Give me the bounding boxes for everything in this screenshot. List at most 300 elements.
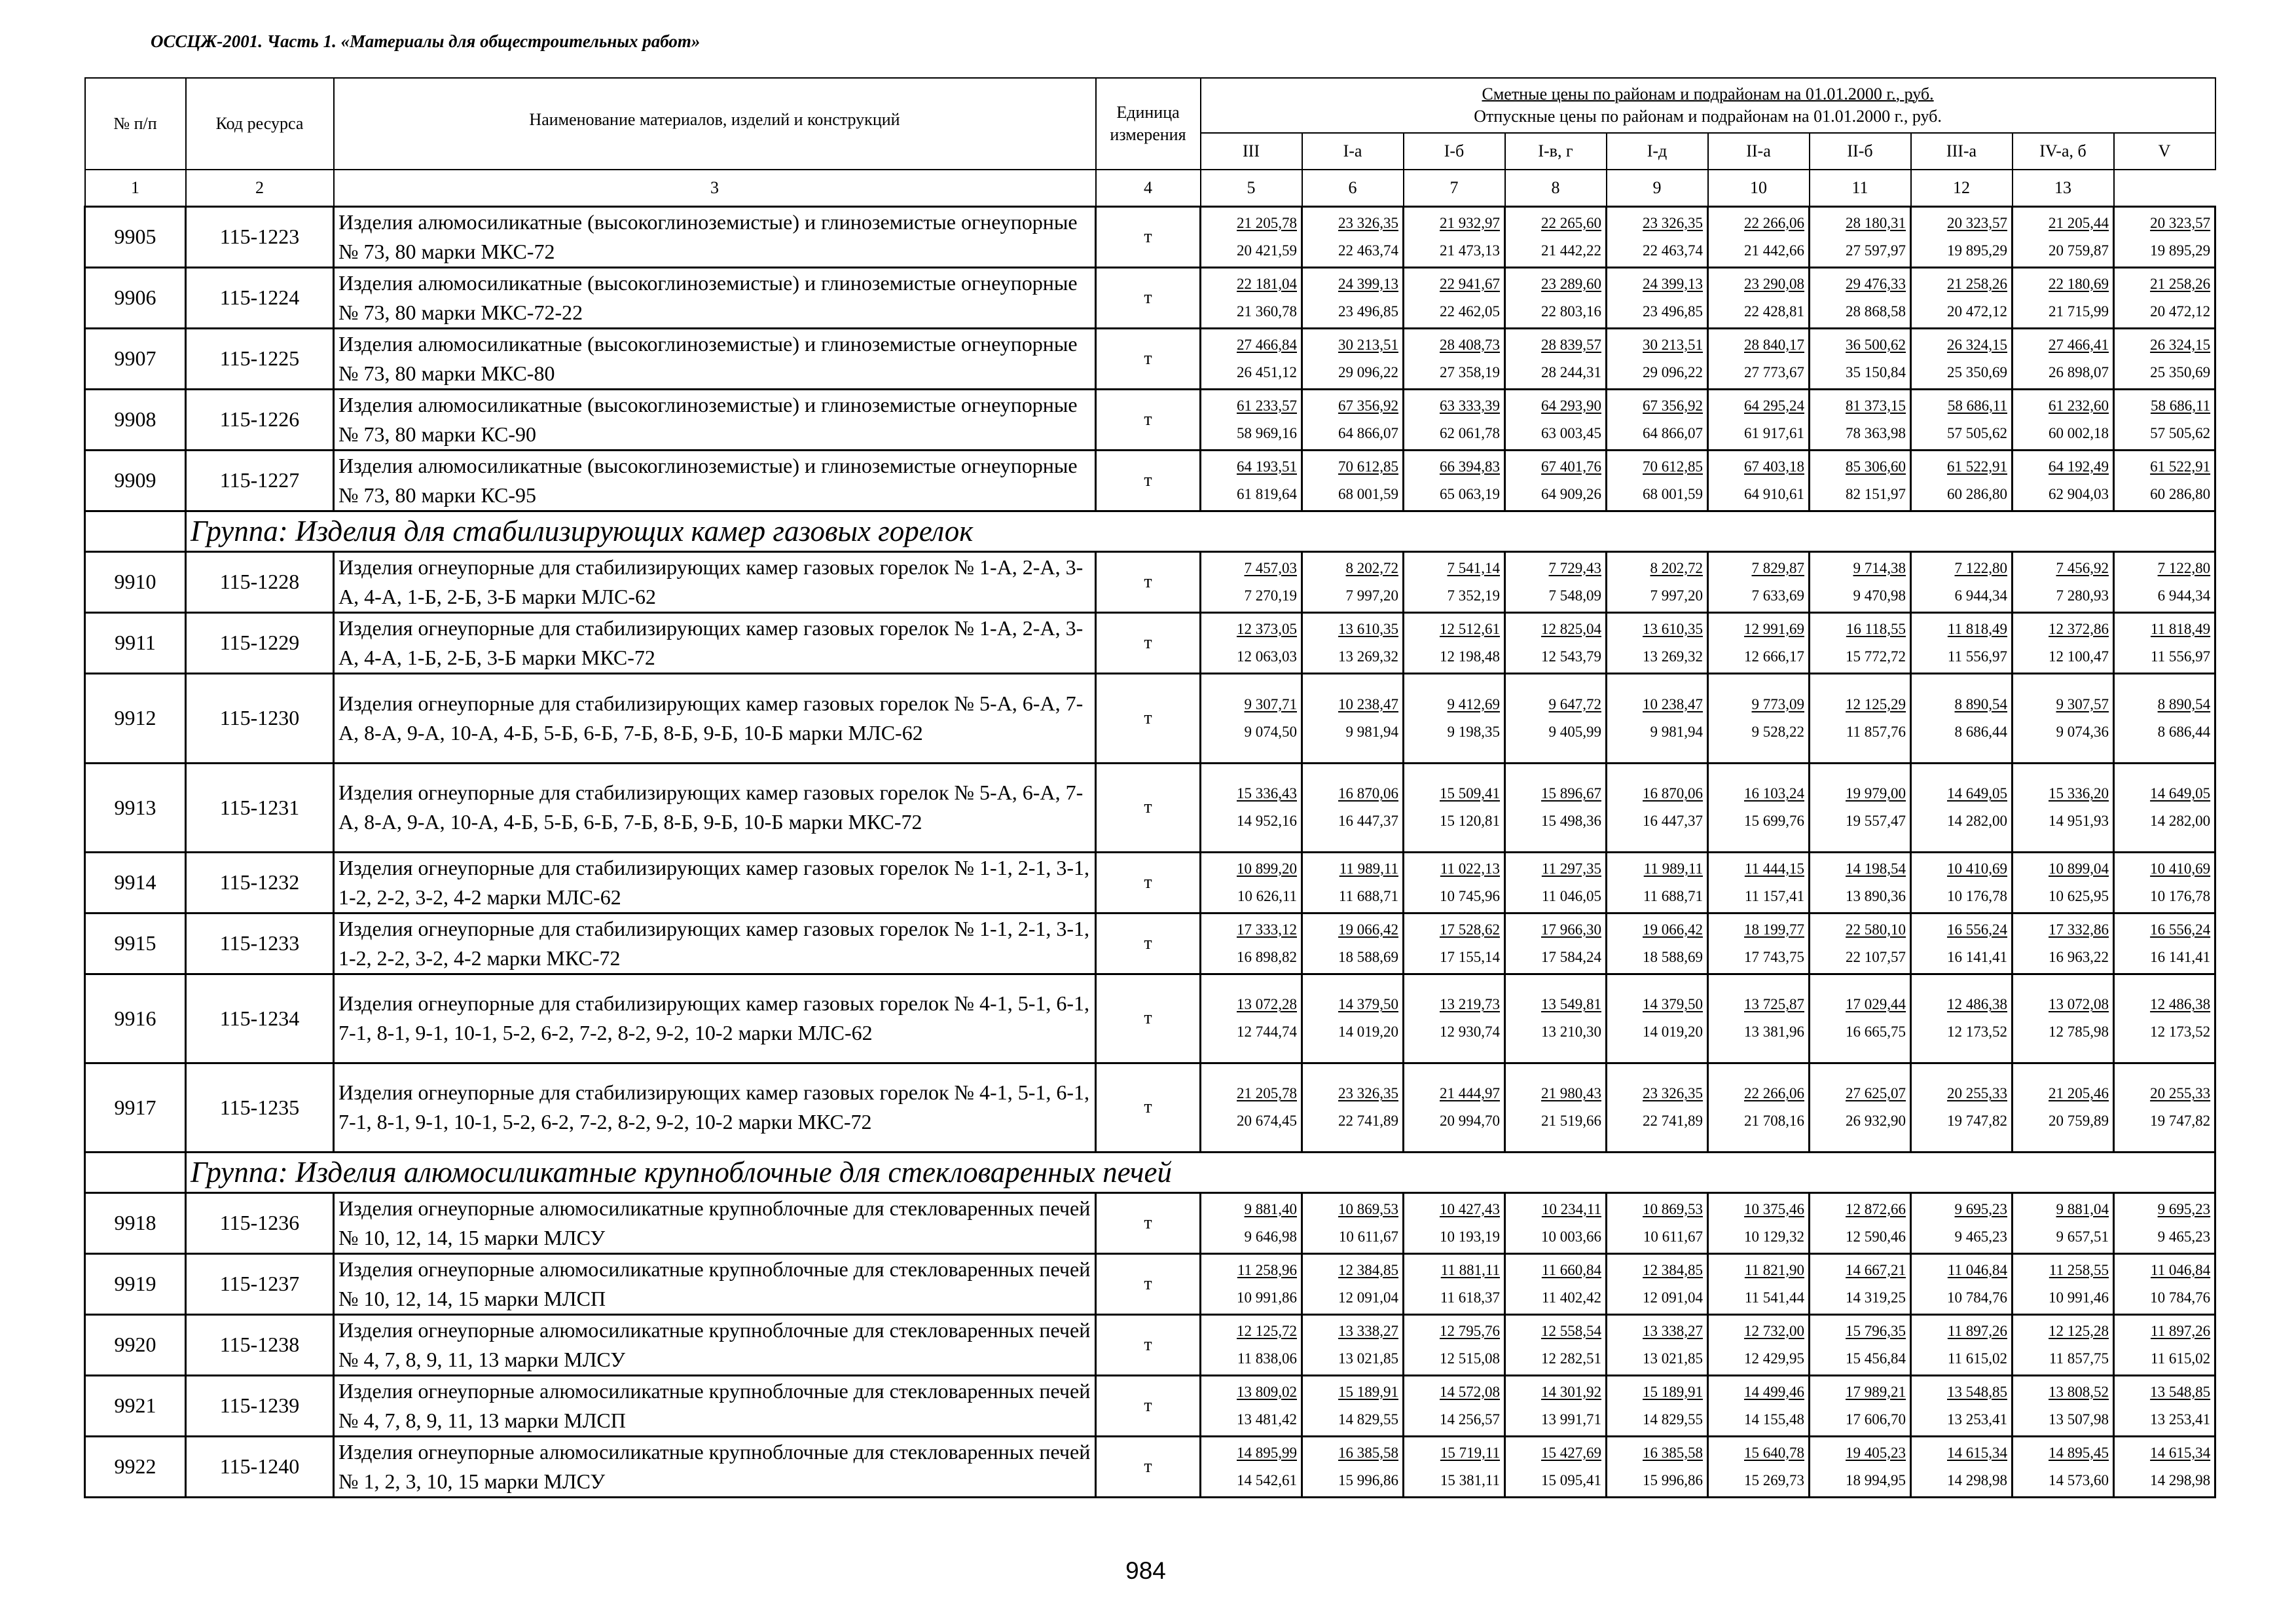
release-price: 19 747,82 xyxy=(1947,1113,2007,1129)
estimated-price: 67 356,92 xyxy=(1643,397,1703,414)
price-cell xyxy=(1201,974,1302,1063)
unit-cell: т xyxy=(1096,450,1201,511)
price-cell xyxy=(1201,1192,1302,1253)
release-price: 10 991,46 xyxy=(2049,1289,2109,1306)
estimated-price: 12 384,85 xyxy=(1338,1261,1398,1278)
price-cell xyxy=(1505,1375,1607,1436)
price-cell xyxy=(2013,913,2114,974)
price-cell xyxy=(1201,1375,1302,1436)
price-cell xyxy=(1505,328,1607,389)
estimated-price: 10 238,47 xyxy=(1338,695,1398,712)
estimated-price: 9 714,38 xyxy=(1853,559,1906,576)
release-price: 21 442,66 xyxy=(1744,242,1804,259)
row-number: 9905 xyxy=(85,206,186,267)
price-cell xyxy=(2114,1192,2215,1253)
release-price: 16 141,41 xyxy=(2150,948,2211,965)
release-price: 9 657,51 xyxy=(2056,1228,2109,1245)
estimated-price: 14 895,45 xyxy=(2049,1444,2109,1461)
release-price: 6 944,34 xyxy=(2157,587,2211,604)
estimated-price: 10 869,53 xyxy=(1338,1200,1398,1217)
release-price: 22 463,74 xyxy=(1338,242,1398,259)
unit-cell: т xyxy=(1096,1375,1201,1436)
estimated-price: 12 486,38 xyxy=(1947,996,2007,1012)
estimated-price: 19 066,42 xyxy=(1338,921,1398,938)
release-price: 21 715,99 xyxy=(2049,303,2109,320)
price-cell xyxy=(1607,1253,1708,1314)
region-header: I-а xyxy=(1302,133,1404,170)
release-price: 11 618,37 xyxy=(1440,1289,1500,1306)
estimated-price: 16 103,24 xyxy=(1744,785,1804,802)
estimated-price: 9 695,23 xyxy=(1954,1200,2007,1217)
price-cell xyxy=(1404,1436,1505,1497)
price-cell xyxy=(1708,1192,1810,1253)
table-row xyxy=(85,673,2215,763)
release-price: 10 991,86 xyxy=(1237,1289,1297,1306)
release-price: 12 100,47 xyxy=(2049,648,2109,665)
resource-code: 115-1232 xyxy=(186,852,334,913)
release-price: 63 003,45 xyxy=(1541,424,1601,441)
unit-cell: т xyxy=(1096,1253,1201,1314)
estimated-price: 9 307,57 xyxy=(2056,695,2109,712)
release-price: 21 708,16 xyxy=(1744,1113,1804,1129)
estimated-price: 13 725,87 xyxy=(1744,996,1804,1012)
release-price: 23 496,85 xyxy=(1338,303,1398,320)
price-cell xyxy=(2013,612,2114,673)
price-cell xyxy=(2114,206,2215,267)
region-header: III xyxy=(1201,133,1302,170)
release-price: 12 744,74 xyxy=(1237,1024,1297,1040)
price-cell xyxy=(1708,1253,1810,1314)
release-price: 9 646,98 xyxy=(1244,1228,1297,1245)
resource-code: 115-1237 xyxy=(186,1253,334,1314)
price-cell xyxy=(1810,1314,1911,1375)
price-cell xyxy=(2013,852,2114,913)
estimated-price: 70 612,85 xyxy=(1338,458,1398,475)
unit-cell: т xyxy=(1096,763,1201,852)
price-cell xyxy=(1708,974,1810,1063)
price-cell xyxy=(1505,763,1607,852)
row-number: 9921 xyxy=(85,1375,186,1436)
price-cell xyxy=(1810,328,1911,389)
price-cell xyxy=(1302,206,1404,267)
price-cell xyxy=(1810,1192,1911,1253)
release-price: 12 198,48 xyxy=(1440,648,1500,665)
release-price: 12 091,04 xyxy=(1338,1289,1398,1306)
table-row xyxy=(85,612,2215,673)
price-cell xyxy=(1302,389,1404,450)
header-prices xyxy=(1201,78,2215,133)
release-price: 15 498,36 xyxy=(1541,813,1601,829)
table-row xyxy=(85,206,2215,267)
release-price: 29 096,22 xyxy=(1338,363,1398,380)
price-cell xyxy=(1505,267,1607,328)
price-cell xyxy=(1708,450,1810,511)
estimated-price: 11 818,49 xyxy=(1947,620,2007,637)
material-name: Изделия огнеупорные для стабилизирующих камер газовых горелок № 5-А, 6-А, 7-А, 8-А, 9-А, 10-А, 4-Б, 5-Б, 6-Б, 7-Б, 8-Б, 9-Б, 10-Б марки МКС-72 xyxy=(334,763,1096,852)
price-cell xyxy=(1911,1063,2013,1152)
release-price: 10 626,11 xyxy=(1237,887,1297,904)
release-price: 15 996,86 xyxy=(1338,1471,1398,1488)
price-cell xyxy=(1404,551,1505,612)
price-cell xyxy=(1708,1063,1810,1152)
release-price: 9 074,36 xyxy=(2056,723,2109,740)
estimated-price: 12 372,86 xyxy=(2049,620,2109,637)
release-price: 14 951,93 xyxy=(2049,813,2109,829)
row-number: 9911 xyxy=(85,612,186,673)
price-cell xyxy=(1810,267,1911,328)
page-number: 984 xyxy=(1125,1557,1166,1584)
unit-cell: т xyxy=(1096,1063,1201,1152)
price-cell xyxy=(1404,974,1505,1063)
estimated-price: 14 379,50 xyxy=(1338,996,1398,1012)
release-price: 60 286,80 xyxy=(1947,485,2007,502)
estimated-price: 15 719,11 xyxy=(1440,1444,1500,1461)
price-cell xyxy=(1708,1375,1810,1436)
estimated-price: 14 499,46 xyxy=(1744,1383,1804,1400)
estimated-price: 11 022,13 xyxy=(1440,860,1500,877)
price-cell xyxy=(1708,1314,1810,1375)
unit-cell: т xyxy=(1096,206,1201,267)
estimated-price: 7 122,80 xyxy=(1954,559,2007,576)
price-cell xyxy=(1607,1063,1708,1152)
release-price: 19 895,29 xyxy=(2150,242,2211,259)
estimated-price: 22 266,06 xyxy=(1744,1085,1804,1101)
estimated-price: 12 558,54 xyxy=(1541,1322,1601,1339)
price-cell xyxy=(1810,763,1911,852)
estimated-price: 13 548,85 xyxy=(1947,1383,2007,1400)
price-cell xyxy=(1607,852,1708,913)
estimated-price: 14 615,34 xyxy=(2150,1444,2211,1461)
column-number: 3 xyxy=(334,170,1096,206)
release-price: 11 157,41 xyxy=(1744,887,1804,904)
price-cell xyxy=(1911,450,2013,511)
release-price: 22 741,89 xyxy=(1643,1113,1703,1129)
price-cell xyxy=(1607,612,1708,673)
price-cell xyxy=(1708,206,1810,267)
release-price: 15 456,84 xyxy=(1846,1350,1906,1367)
table-row xyxy=(85,1375,2215,1436)
estimated-price: 13 808,52 xyxy=(2049,1383,2109,1400)
release-price: 27 358,19 xyxy=(1440,363,1500,380)
estimated-price: 26 324,15 xyxy=(1947,336,2007,353)
release-price: 18 588,69 xyxy=(1643,948,1703,965)
release-price: 14 573,60 xyxy=(2049,1471,2109,1488)
release-price: 13 991,71 xyxy=(1541,1411,1601,1428)
price-cell xyxy=(2114,267,2215,328)
release-price: 12 091,04 xyxy=(1643,1289,1703,1306)
resource-code: 115-1230 xyxy=(186,673,334,763)
release-price: 22 803,16 xyxy=(1541,303,1601,320)
estimated-price: 16 870,06 xyxy=(1643,785,1703,802)
material-name: Изделия алюмосиликатные (высокоглиноземистые) и глиноземистые огнеупорные № 73, 80 марки МКС-72-22 xyxy=(334,267,1096,328)
estimated-price: 21 205,44 xyxy=(2049,214,2109,231)
release-price: 60 002,18 xyxy=(2049,424,2109,441)
unit-cell: т xyxy=(1096,1192,1201,1253)
estimated-price: 9 695,23 xyxy=(2157,1200,2211,1217)
estimated-price: 15 896,67 xyxy=(1541,785,1601,802)
price-cell xyxy=(1911,389,2013,450)
estimated-price: 20 323,57 xyxy=(2150,214,2211,231)
release-price: 62 904,03 xyxy=(2049,485,2109,502)
estimated-price: 8 202,72 xyxy=(1345,559,1398,576)
release-price: 12 063,03 xyxy=(1237,648,1297,665)
release-price: 22 462,05 xyxy=(1440,303,1500,320)
price-table xyxy=(84,77,2216,1498)
price-cell xyxy=(1201,1253,1302,1314)
release-price: 10 193,19 xyxy=(1440,1228,1500,1245)
material-name: Изделия огнеупорные алюмосиликатные крупноблочные для стекловаренных печей № 4, 7, 8, 9, 11, 13 марки МЛСУ xyxy=(334,1314,1096,1375)
estimated-price: 16 556,24 xyxy=(2150,921,2211,938)
release-price: 12 173,52 xyxy=(1947,1024,2007,1040)
release-price: 60 286,80 xyxy=(2150,485,2211,502)
price-cell xyxy=(1911,612,2013,673)
estimated-price: 23 326,35 xyxy=(1338,1085,1398,1101)
release-price: 64 909,26 xyxy=(1541,485,1601,502)
release-price: 7 352,19 xyxy=(1447,587,1500,604)
material-name: Изделия алюмосиликатные (высокоглиноземистые) и глиноземистые огнеупорные № 73, 80 марки КС-95 xyxy=(334,450,1096,511)
estimated-price: 20 255,33 xyxy=(2150,1085,2211,1101)
price-cell xyxy=(1810,1253,1911,1314)
price-cell xyxy=(2114,450,2215,511)
estimated-price: 17 528,62 xyxy=(1440,921,1500,938)
release-price: 11 688,71 xyxy=(1338,887,1398,904)
region-header: I-д xyxy=(1607,133,1708,170)
row-number: 9914 xyxy=(85,852,186,913)
estimated-price: 14 301,92 xyxy=(1541,1383,1601,1400)
estimated-price: 64 193,51 xyxy=(1237,458,1297,475)
price-cell xyxy=(1404,1063,1505,1152)
price-cell xyxy=(2013,206,2114,267)
price-cell xyxy=(1607,267,1708,328)
estimated-price: 16 385,58 xyxy=(1338,1444,1398,1461)
group-spacer xyxy=(85,1152,186,1192)
release-price: 14 298,98 xyxy=(1947,1471,2007,1488)
price-cell xyxy=(1708,1436,1810,1497)
price-cell xyxy=(1810,551,1911,612)
price-cell xyxy=(1607,328,1708,389)
release-price: 7 997,20 xyxy=(1650,587,1703,604)
release-price: 11 615,02 xyxy=(1947,1350,2007,1367)
estimated-price: 64 295,24 xyxy=(1744,397,1804,414)
estimated-price: 28 840,17 xyxy=(1744,336,1804,353)
unit-cell: т xyxy=(1096,612,1201,673)
release-price: 14 019,20 xyxy=(1338,1024,1398,1040)
estimated-price: 7 456,92 xyxy=(2056,559,2109,576)
release-price: 20 759,87 xyxy=(2049,242,2109,259)
price-cell xyxy=(1505,206,1607,267)
release-price: 27 773,67 xyxy=(1744,363,1804,380)
estimated-price: 19 405,23 xyxy=(1846,1444,1906,1461)
release-price: 14 319,25 xyxy=(1846,1289,1906,1306)
release-price: 15 095,41 xyxy=(1541,1471,1601,1488)
release-price: 17 743,75 xyxy=(1744,948,1804,965)
estimated-price: 10 899,20 xyxy=(1237,860,1297,877)
estimated-price: 11 897,26 xyxy=(1947,1322,2007,1339)
price-cell xyxy=(1201,612,1302,673)
unit-cell: т xyxy=(1096,328,1201,389)
release-price: 11 541,44 xyxy=(1744,1289,1804,1306)
estimated-price: 24 399,13 xyxy=(1643,275,1703,292)
release-price: 9 465,23 xyxy=(2157,1228,2211,1245)
estimated-price: 58 686,11 xyxy=(1947,397,2007,414)
release-price: 15 120,81 xyxy=(1440,813,1500,829)
price-cell xyxy=(1505,551,1607,612)
release-price: 15 772,72 xyxy=(1846,648,1906,665)
resource-code: 115-1236 xyxy=(186,1192,334,1253)
price-cell xyxy=(1708,328,1810,389)
price-cell xyxy=(1201,913,1302,974)
estimated-price: 12 732,00 xyxy=(1744,1322,1804,1339)
estimated-price: 15 640,78 xyxy=(1744,1444,1804,1461)
estimated-price: 19 066,42 xyxy=(1643,921,1703,938)
release-price: 14 298,98 xyxy=(2150,1471,2211,1488)
price-cell xyxy=(1810,1375,1911,1436)
resource-code: 115-1226 xyxy=(186,389,334,450)
estimated-price: 66 394,83 xyxy=(1440,458,1500,475)
estimated-price: 21 205,78 xyxy=(1237,214,1297,231)
estimated-price: 28 839,57 xyxy=(1541,336,1601,353)
column-number: 11 xyxy=(1810,170,1911,206)
estimated-price: 20 255,33 xyxy=(1947,1085,2007,1101)
release-price: 7 548,09 xyxy=(1548,587,1601,604)
release-price: 7 270,19 xyxy=(1244,587,1297,604)
release-price: 13 253,41 xyxy=(1947,1411,2007,1428)
release-price: 26 898,07 xyxy=(2049,363,2109,380)
estimated-price: 61 233,57 xyxy=(1237,397,1297,414)
estimated-price: 22 265,60 xyxy=(1541,214,1601,231)
release-price: 16 898,82 xyxy=(1237,948,1297,965)
price-cell xyxy=(1302,328,1404,389)
estimated-price: 16 870,06 xyxy=(1338,785,1398,802)
price-cell xyxy=(1201,450,1302,511)
release-price: 14 282,00 xyxy=(1947,813,2007,829)
header-name: Наименование материалов, изделий и конструкций xyxy=(334,78,1096,170)
row-number: 9909 xyxy=(85,450,186,511)
estimated-price: 9 307,71 xyxy=(1244,695,1297,712)
price-cell xyxy=(1810,913,1911,974)
estimated-price: 67 403,18 xyxy=(1744,458,1804,475)
release-price: 17 584,24 xyxy=(1541,948,1601,965)
release-price: 13 481,42 xyxy=(1237,1411,1297,1428)
material-name: Изделия огнеупорные для стабилизирующих камер газовых горелок № 1-А, 2-А, 3-А, 4-А, 1-Б, 2-Б, 3-Б марки МЛС-62 xyxy=(334,551,1096,612)
estimated-price: 14 198,54 xyxy=(1846,860,1906,877)
unit-cell: т xyxy=(1096,267,1201,328)
resource-code: 115-1233 xyxy=(186,913,334,974)
release-price: 11 857,76 xyxy=(1846,723,1906,740)
resource-code: 115-1223 xyxy=(186,206,334,267)
price-cell xyxy=(1810,612,1911,673)
price-cell xyxy=(1404,206,1505,267)
price-cell xyxy=(1607,1375,1708,1436)
unit-cell: т xyxy=(1096,673,1201,763)
estimated-price: 15 427,69 xyxy=(1541,1444,1601,1461)
price-cell xyxy=(2013,1375,2114,1436)
release-price: 19 557,47 xyxy=(1846,813,1906,829)
column-number: 12 xyxy=(1911,170,2013,206)
material-name: Изделия огнеупорные для стабилизирующих камер газовых горелок № 4-1, 5-1, 6-1, 7-1, 8-1, 9-1, 10-1, 5-2, 6-2, 7-2, 8-2, 9-2, 10-2 марки МЛС-62 xyxy=(334,974,1096,1063)
release-price: 18 588,69 xyxy=(1338,948,1398,965)
price-cell xyxy=(1302,612,1404,673)
table-row xyxy=(85,389,2215,450)
estimated-price: 23 326,35 xyxy=(1643,1085,1703,1101)
price-cell xyxy=(1911,1192,2013,1253)
release-price: 9 465,23 xyxy=(1954,1228,2007,1245)
estimated-price: 81 373,15 xyxy=(1846,397,1906,414)
estimated-price: 13 072,28 xyxy=(1237,996,1297,1012)
release-price: 27 597,97 xyxy=(1846,242,1906,259)
release-price: 18 994,95 xyxy=(1846,1471,1906,1488)
estimated-price: 9 412,69 xyxy=(1447,695,1500,712)
resource-code: 115-1238 xyxy=(186,1314,334,1375)
table-row xyxy=(85,913,2215,974)
estimated-price: 26 324,15 xyxy=(2150,336,2211,353)
price-cell xyxy=(1404,1314,1505,1375)
estimated-price: 64 293,90 xyxy=(1541,397,1601,414)
price-cell xyxy=(1505,913,1607,974)
release-price: 68 001,59 xyxy=(1643,485,1703,502)
material-name: Изделия огнеупорные для стабилизирующих камер газовых горелок № 5-А, 6-А, 7-А, 8-А, 9-А, 10-А, 4-Б, 5-Б, 6-Б, 7-Б, 8-Б, 9-Б, 10-Б марки МЛС-62 xyxy=(334,673,1096,763)
price-cell xyxy=(1810,206,1911,267)
column-number: 13 xyxy=(2013,170,2114,206)
release-price: 13 210,30 xyxy=(1541,1024,1601,1040)
price-cell xyxy=(1302,267,1404,328)
price-cell xyxy=(1810,673,1911,763)
release-price: 28 244,31 xyxy=(1541,363,1601,380)
estimated-price: 12 795,76 xyxy=(1440,1322,1500,1339)
release-price: 9 528,22 xyxy=(1751,723,1804,740)
price-cell xyxy=(2013,1314,2114,1375)
release-price: 19 895,29 xyxy=(1947,242,2007,259)
estimated-price: 12 384,85 xyxy=(1643,1261,1703,1278)
estimated-price: 17 333,12 xyxy=(1237,921,1297,938)
estimated-price: 23 289,60 xyxy=(1541,275,1601,292)
price-cell xyxy=(1911,328,2013,389)
header-npp: № п/п xyxy=(85,78,186,170)
price-cell xyxy=(1607,974,1708,1063)
release-price: 22 107,57 xyxy=(1846,948,1906,965)
estimated-price: 15 509,41 xyxy=(1440,785,1500,802)
estimated-price: 11 989,11 xyxy=(1339,860,1398,877)
material-name: Изделия огнеупорные для стабилизирующих камер газовых горелок № 4-1, 5-1, 6-1, 7-1, 8-1, 9-1, 10-1, 5-2, 6-2, 7-2, 8-2, 9-2, 10-2 марки МКС-72 xyxy=(334,1063,1096,1152)
price-cell xyxy=(2114,551,2215,612)
estimated-price: 15 336,20 xyxy=(2049,785,2109,802)
price-cell xyxy=(2114,974,2215,1063)
release-price: 78 363,98 xyxy=(1846,424,1906,441)
price-cell xyxy=(1505,974,1607,1063)
group-heading: Группа: Изделия алюмосиликатные крупноблочные для стекловаренных печей xyxy=(186,1152,2215,1192)
release-price: 11 402,42 xyxy=(1541,1289,1601,1306)
price-cell xyxy=(2013,763,2114,852)
release-price: 9 470,98 xyxy=(1853,587,1906,604)
unit-cell: т xyxy=(1096,1314,1201,1375)
estimated-price: 13 548,85 xyxy=(2150,1383,2211,1400)
estimated-price: 20 323,57 xyxy=(1947,214,2007,231)
price-cell xyxy=(1404,1192,1505,1253)
release-price: 13 253,41 xyxy=(2150,1411,2211,1428)
resource-code: 115-1239 xyxy=(186,1375,334,1436)
estimated-price: 10 234,11 xyxy=(1541,1200,1601,1217)
estimated-price: 61 522,91 xyxy=(2150,458,2211,475)
price-cell xyxy=(1404,328,1505,389)
estimated-price: 11 821,90 xyxy=(1744,1261,1804,1278)
estimated-price: 8 202,72 xyxy=(1650,559,1703,576)
price-cell xyxy=(1810,450,1911,511)
price-cell xyxy=(1505,852,1607,913)
material-name: Изделия огнеупорные для стабилизирующих камер газовых горелок № 1-А, 2-А, 3-А, 4-А, 1-Б, 2-Б, 3-Б марки МКС-72 xyxy=(334,612,1096,673)
price-cell xyxy=(2013,551,2114,612)
price-cell xyxy=(1911,1253,2013,1314)
release-price: 12 785,98 xyxy=(2049,1024,2109,1040)
